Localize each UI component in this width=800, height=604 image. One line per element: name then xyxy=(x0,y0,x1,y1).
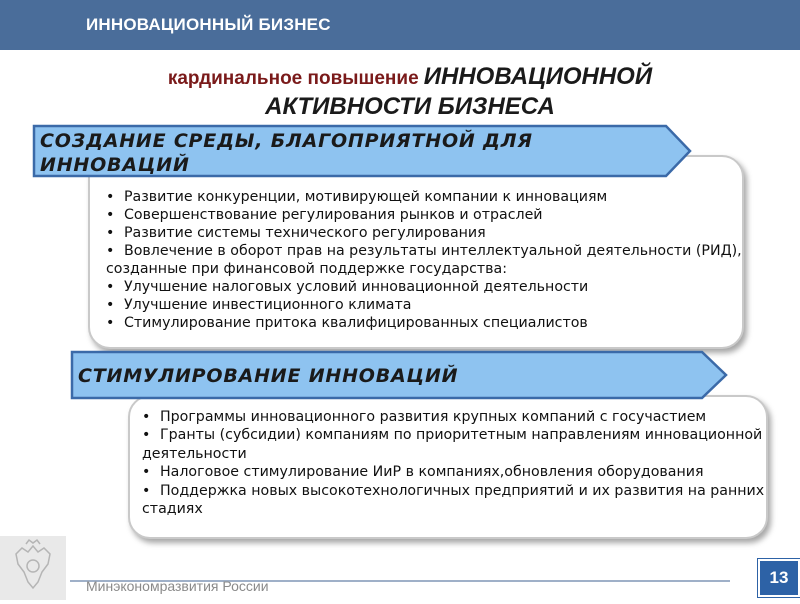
header-title: ИННОВАЦИОННЫЙ БИЗНЕС xyxy=(86,15,331,34)
list-item: • Развитие системы технического регулирования xyxy=(106,225,486,241)
heading-emphasis-line2: АКТИВНОСТИ БИЗНЕСА xyxy=(265,93,555,120)
section2-list xyxy=(130,397,766,518)
section1-title: СОЗДАНИЕ СРЕДЫ, БЛАГОПРИЯТНОЙ ДЛЯ ИННОВАЦИЙ xyxy=(40,130,533,176)
heading-lead: кардинальное повышение xyxy=(167,68,419,89)
list-item: • Вовлечение в оборот прав на результаты интеллектуальной деятельности (РИД), созданные при финансовой поддержке государства: xyxy=(106,243,742,277)
page-number-badge: 13 xyxy=(758,559,800,597)
slide-heading xyxy=(60,62,760,122)
section1-list xyxy=(90,157,742,332)
section1-banner xyxy=(30,122,695,180)
list-item: • Улучшение инвестиционного климата xyxy=(106,297,412,313)
list-item: • Стимулирование притока квалифицированных специалистов xyxy=(106,315,588,331)
heading-emphasis-line1: ИННОВАЦИОННОЙ xyxy=(423,63,653,90)
list-item: • Поддержка новых высокотехнологичных предприятий и их развития на ранних стадиях xyxy=(142,482,765,518)
list-item: • Совершенствование регулирования рынков и отраслей xyxy=(106,207,543,223)
section1-panel xyxy=(88,155,744,349)
header-bar xyxy=(0,0,800,50)
list-item: • Развитие конкуренции, мотивирующей компании к инновациям xyxy=(106,189,608,205)
list-item: • Улучшение налоговых условий инновационной деятельности xyxy=(106,279,589,295)
list-item: • Гранты (субсидии) компаниям по приоритетным направлениям инновационной деятельности xyxy=(142,427,763,462)
list-item: • Налоговое стимулирование ИиР в компаниях,обновления оборудования xyxy=(142,464,704,481)
list-item: • Программы инновационного развития крупных компаний с госучастием xyxy=(142,409,707,425)
coat-of-arms-icon xyxy=(0,536,66,600)
section2-title: СТИМУЛИРОВАНИЕ ИННОВАЦИЙ xyxy=(78,365,459,387)
section2-panel xyxy=(128,395,768,539)
footer-organization: Минэкономразвития России xyxy=(86,578,269,594)
section2-banner xyxy=(68,348,730,402)
